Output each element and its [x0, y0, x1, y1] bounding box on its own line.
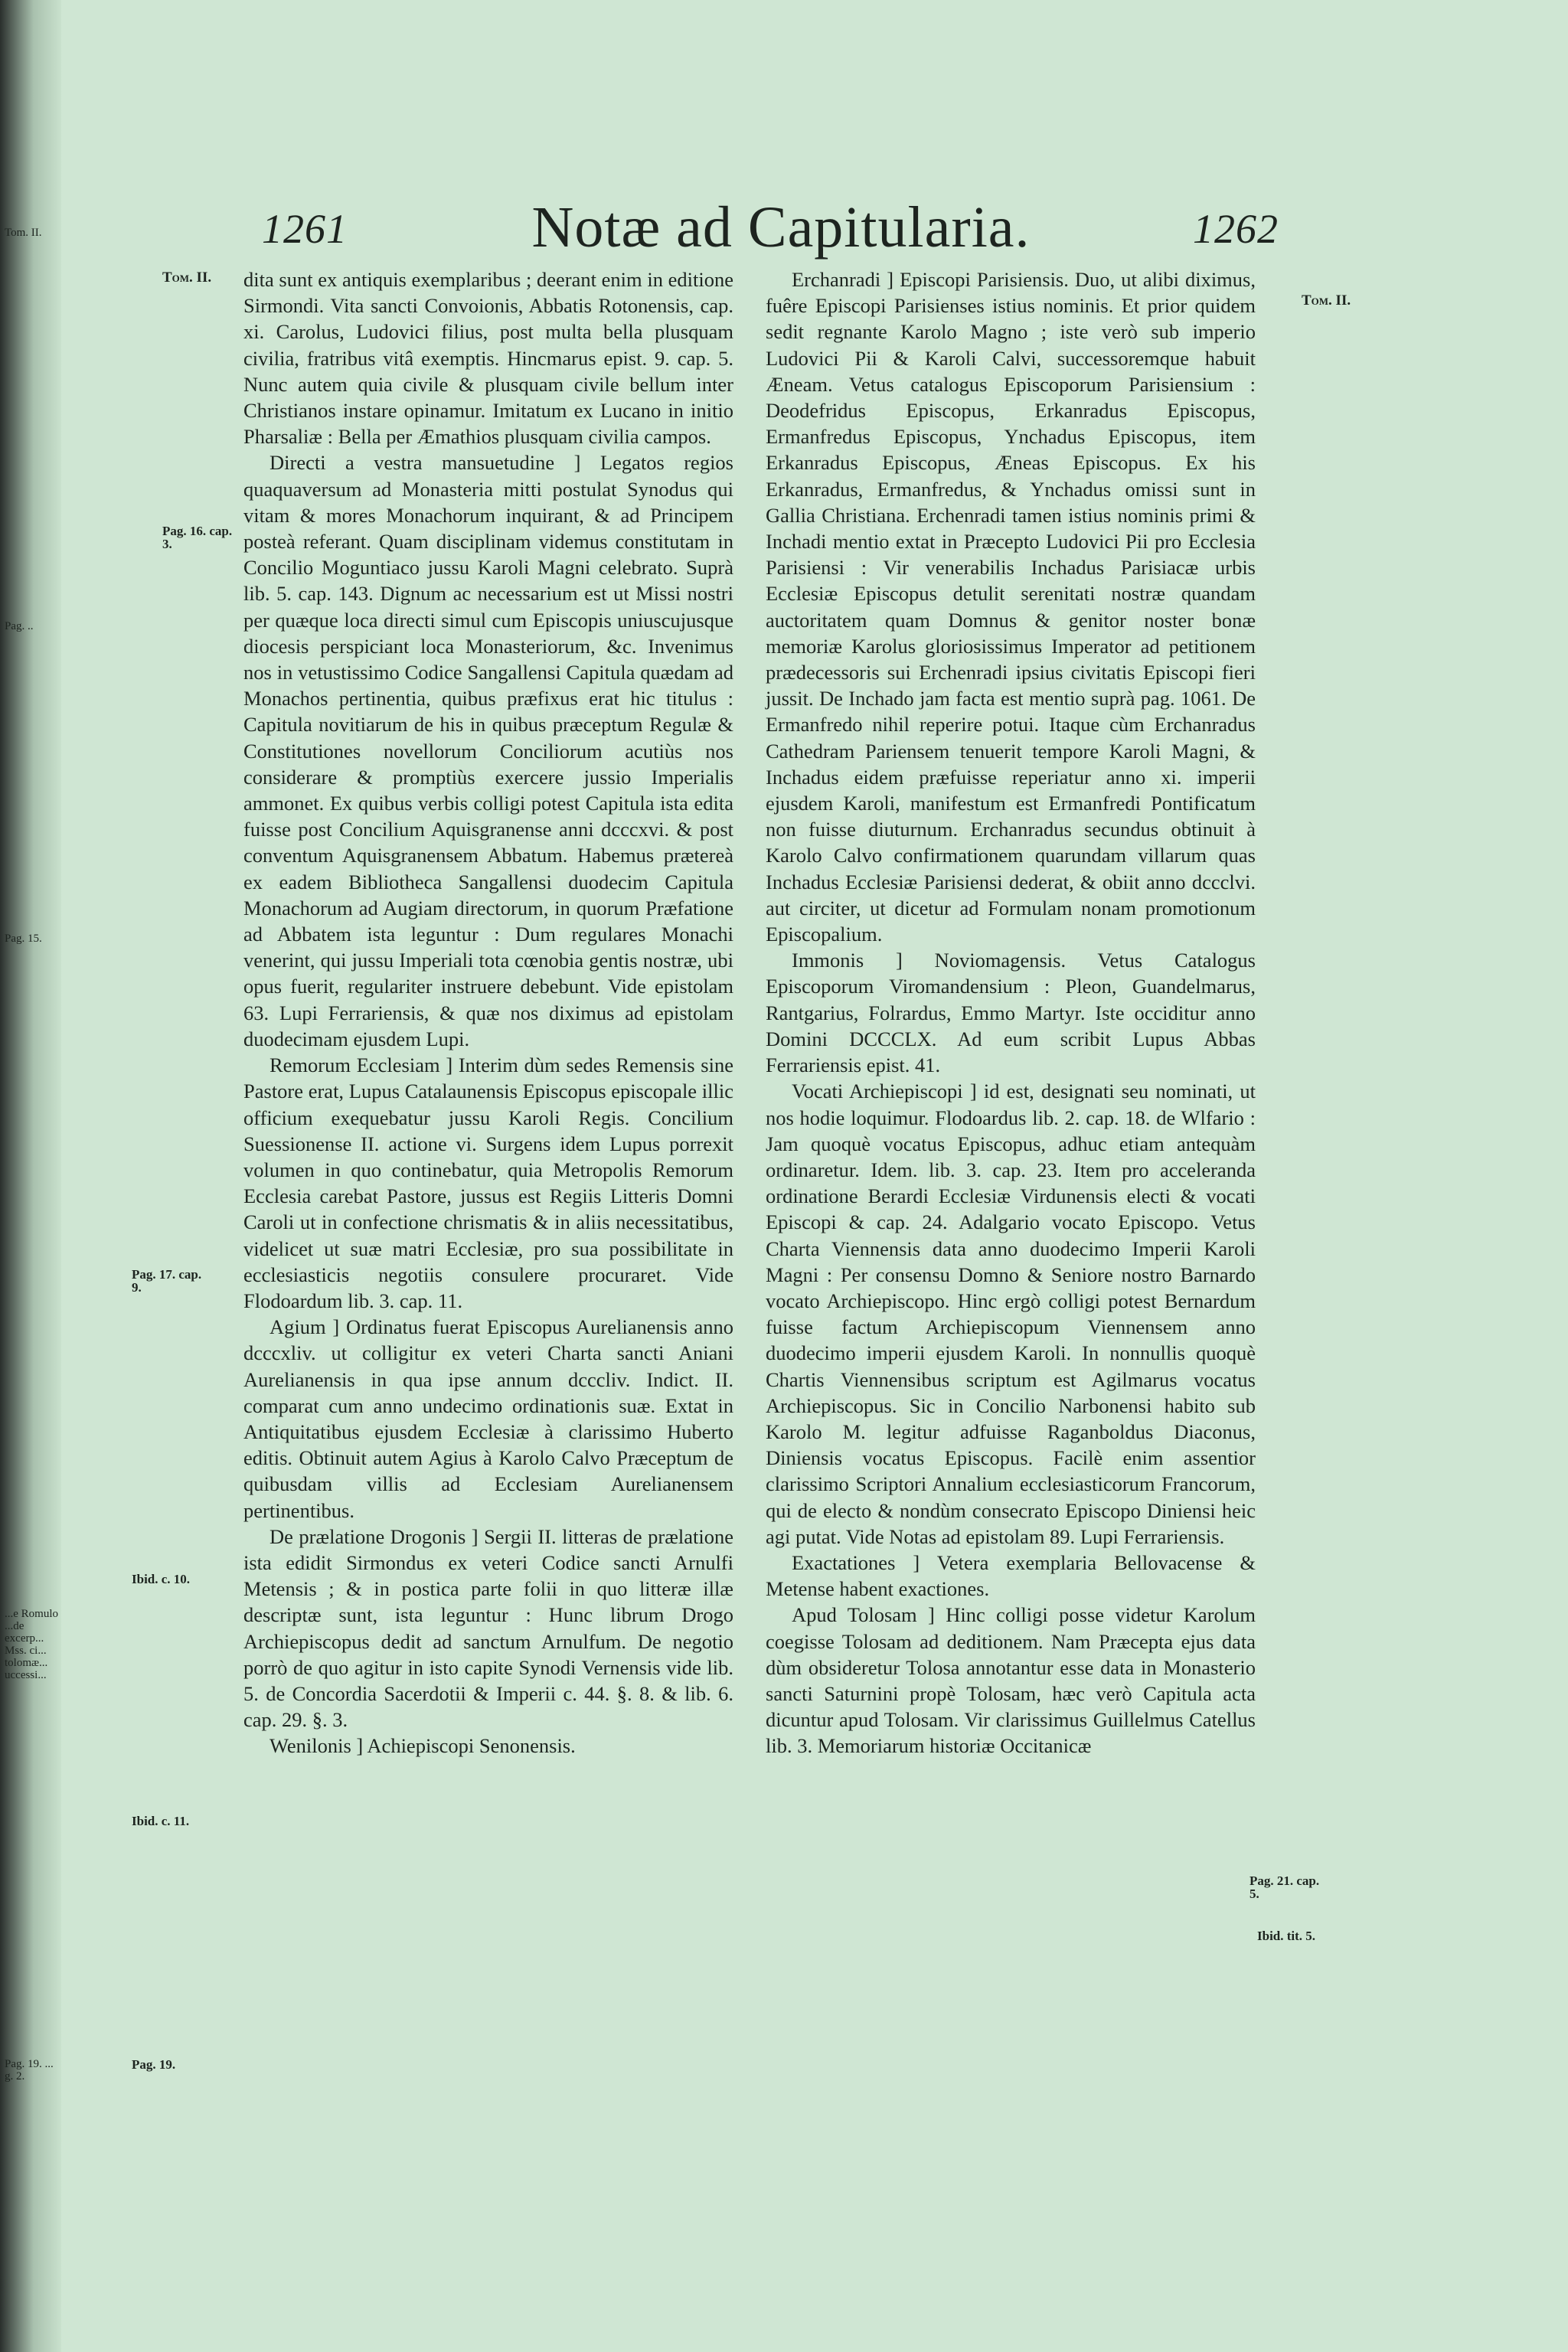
paragraph: Erchanradi ] Episcopi Parisiensis. Duo, ut alibi diximus, fuêre Episcopi Parisienses istius nominis. Et prior quidem sedit regnante Karolo Magno ; iste verò sub imperio Ludovici Pii & Karoli Calvi, successoremque habuit Æneam. Vetus catalogus Episcoporum Parisiensium : Deodefridus Episcopus, Erkanradus Episcopus, Ermanfredus Episcopus, Ynchadus Episcopus, item Erkanradus Episcopus, Æneas Episcopus. Ex his Erkanradus, Ermanfredus, & Ynchadus omissi sunt in Gallia Christiana. Erchenradi tamen istius nominis primi & Inchadi mentio extat in Præcepto Ludovici Pii pro Ecclesia Parisiensi : Vir venerabilis Inchadus Parisiacæ urbis Ecclesiæ Episcopus detulit serenitati nostræ quandam auctoritatem quam Domnus & genitor noster bonæ memoriæ Karolus gloriosissimus Imperator ad petitionem prædecessoris sui Erchenradi ipsius civitatis Episcopi fieri jussit. De Inchado jam facta est mentio suprà pag. 1061. De Ermanfredo nihil reperire potui. Itaque cùm Erchanradus Cathedram Pariensem tenuerit tempore Karoli Magni, & Inchadus eidem præfuisse reperiatur anno xi. imperii ejusdem Karoli, manifestum est Ermanfredi Pontificatum non fuisse diuturnum. Erchanradus secundus obtinuit à Karolo Calvo confirmationem quarundam villarum quas Inchadus Ecclesiæ Parisiensi dederat, & obiit anno dccclvi. aut circiter, ut dicetur ad Formulam nonam promotionum Episcopalium. — [766, 268, 1256, 946]
page-number-right: 1262 — [1193, 206, 1279, 252]
paragraph: Exactationes ] Vetera exemplaria Bellovacense & Metense habent exactiones. — [766, 1550, 1256, 1601]
running-head-left: Tom. II. — [162, 270, 212, 286]
text-column-right — [766, 266, 1256, 1759]
paragraph: Directi a vestra mansuetudine ] Legatos regios quaquaversum ad Monasteria mitti postulat Synodus qui vitam & mores Monachorum inquirant, & ad Principem posteà referant. Quam disciplinam videmus constitutam in Concilio Moguntiaco jussu Karoli Magni celebrato. Suprà lib. 5. cap. 143. Dignum ac necessarium est ut Missi nostri per quæque loca directi simul cum Episcopis uniuscujusque diocesis perspiciant loca Monasteriorum, &c. Invenimus nos in vetustissimo Codice Sangallensi Capitula quædam ad Monachos pertinentia, quibus præfixus erat hic titulus : Capitula novitiarum de his in quibus præceptum Regulæ & Constitutiones novellorum Conciliorum acutiùs nos considerare & promptiùs exercere jussio Imperialis ammonet. Ex quibus verbis colligi potest Capitula ista edita fuisse post Concilium Aquisgranense anni dcccxvi. & post conventum Aquisgranensem Abbatum. Habemus prætereà ex eadem Bibliotheca Sangallensi duodecim Capitula Monachorum ad Augiam directorum, in quorum Præfatione ad Abbatem ista leguntur : Dum regulares Monachi venerint, qui jussu Imperiali tota cœnobia gentis nostræ, ubi opus fuerit, regulariter instruere debebunt. Vide epistolam 63. Lupi Ferrariensis, & quæ nos diximus ad epistolam duodecimam ejusdem Lupi. — [243, 451, 733, 1050]
margin-note-left: Pag. 17. cap. 9. — [132, 1267, 202, 1295]
page-number-left: 1261 — [262, 206, 348, 252]
running-head-right: Tom. II. — [1302, 292, 1351, 309]
margin-note-right: Ibid. tit. 5. — [1257, 1929, 1316, 1943]
margin-note-left: Ibid. c. 11. — [132, 1814, 190, 1828]
page-title: Notæ ad Capitularia. — [531, 195, 1031, 260]
margin-note-left: Pag. 19. — [132, 2057, 176, 2072]
paragraph: Remorum Ecclesiam ] Interim dùm sedes Remensis sine Pastore erat, Lupus Catalaunensis Episcopus episcopale illic officium exequebatur jussu Karoli Regis. Concilium Suessionense II. actione vi. Surgens idem Lupus porrexit volumen in quo continebatur, quia Metropolis Remorum Ecclesia carebat Pastore, jussus est Regiis Litteris Domni Caroli ut in confectione chrismatis & in aliis necessitatibus, videlicet ut suæ matri Ecclesiæ, pro sua possibilitate in ecclesiasticis negotiis consulere procuraret. Vide Flodoardum lib. 3. cap. 11. — [243, 1054, 733, 1312]
paragraph: Agium ] Ordinatus fuerat Episcopus Aurelianensis anno dcccxliv. ut colligitur ex veteri Charta sancti Aniani Aurelianensis in qua ipse annum dcccliv. Indict. II. comparat cum anno undecimo ordinationis suæ. Extat in Antiquitatibus ejusdem Ecclesiæ à clarissimo Huberto editis. Obtinuit autem Agius à Karolo Calvo Præceptum de quibusdam villis ad Ecclesiam Aurelianensem pertinentibus. — [243, 1315, 733, 1522]
text-column-left — [243, 266, 733, 1759]
paragraph: De prælatione Drogonis ] Sergii II. litteras de prælatione ista edidit Sirmondus ex veteri Codice sancti Arnulfi Metensis ; & in postica parte folii in quo litteræ illæ descriptæ sunt, ista leguntur : Hunc librum Drogo Archiepiscopus dedit ad sanctum Arnulfum. De negotio porrò de quo agitur in isto capite Synodi Vernensis vide lib. 5. de Concordia Sacerdotii & Imperii c. 44. §. 8. & lib. 6. cap. 29. §. 3. — [243, 1524, 733, 1732]
margin-note-left: Ibid. c. 10. — [132, 1572, 191, 1586]
gutter-note: ...e Romulo ...de excerp... Mss. ci... tolomæ... uccessi... — [5, 1608, 58, 1681]
paragraph: Vocati Archiepiscopi ] id est, designati seu nominati, ut nos hodie loquimur. Flodoardus lib. 2. cap. 18. de Wlfario : Jam quoquè vocatus Episcopus, adhuc etiam antequàm ordinaretur. Idem. lib. 3. cap. 23. Item pro acceleranda ordinatione Berardi Ecclesiæ Virdunensis electi & vocati Episcopi & cap. 24. Adalgario vocato Episcopo. Vetus Charta Viennensis data anno duodecimo Imperii Karoli Magni : Per consensu Domno & Seniore nostro Barnardo vocato Archiepiscopo. Hinc ergò colligi potest Bernardum fuisse factum Archiepiscopum Viennensem anno duodecimo imperii ejusdem Karoli. In nonnullis quoquè Chartis Viennensibus scriptum est Agilmarus vocatus Archiepiscopus. Sic in Concilio Narbonensi habito sub Karolo M. legitur adfuisse Raganboldus Diaconus, Diniensis vocatus Episcopus. Facilè enim assentior clarissimo Scriptori Annalium ecclesiasticorum Francorum, qui de electo & nondùm consecrato Episcopo Diniensi heic agi putat. Vide Notas ad epistolam 89. Lupi Ferrariensis. — [766, 1080, 1256, 1548]
gutter-note: Pag. .. — [5, 620, 34, 632]
book-gutter — [0, 0, 61, 2352]
paragraph: Apud Tolosam ] Hinc colligi posse videtur Karolum coegisse Tolosam ad deditionem. Nam Præcepta ejus data dùm obsideretur Tolosa annotantur esse data in Monasterio sancti Saturnini propè Tolosam, hæc verò Capitula acta dicuntur apud Tolosam. Vir clarissimus Guillelmus Catellus lib. 3. Memoriarum historiæ Occitanicæ — [766, 1603, 1256, 1758]
paragraph: dita sunt ex antiquis exemplaribus ; deerant enim in editione Sirmondi. Vita sancti Convoionis, Abbatis Rotonensis, cap. xi. Carolus, Ludovici filius, post multa bella plusquam civilia, fratribus vitâ exemptis. Hincmarus epist. 9. cap. 5. Nunc autem quia civile & plusquam civile bellum inter Christianos instare opinamur. Imitatum ex Lucano in initio Pharsaliæ : Bella per Æmathios plusquam civilia campos. — [243, 268, 733, 449]
margin-note-left: Pag. 16. cap. 3. — [162, 524, 233, 551]
gutter-note: Tom. II. — [5, 227, 42, 239]
gutter-note: Pag. 15. — [5, 933, 42, 945]
margin-note-right: Pag. 21. cap. 5. — [1250, 1873, 1320, 1901]
gutter-note: Pag. 19. ... g. 2. — [5, 2058, 54, 2082]
page-header — [0, 191, 1568, 268]
paragraph: Wenilonis ] Achiepiscopi Senonensis. — [270, 1734, 576, 1758]
paragraph: Immonis ] Noviomagensis. Vetus Catalogus Episcoporum Viromandensium : Pleon, Guandelmarus, Rantgarius, Folrardus, Emmo Martyr. Iste occiditur anno Domini DCCCLX. Ad eum scribit Lupus Abbas Ferrariensis epist. 41. — [766, 949, 1256, 1077]
